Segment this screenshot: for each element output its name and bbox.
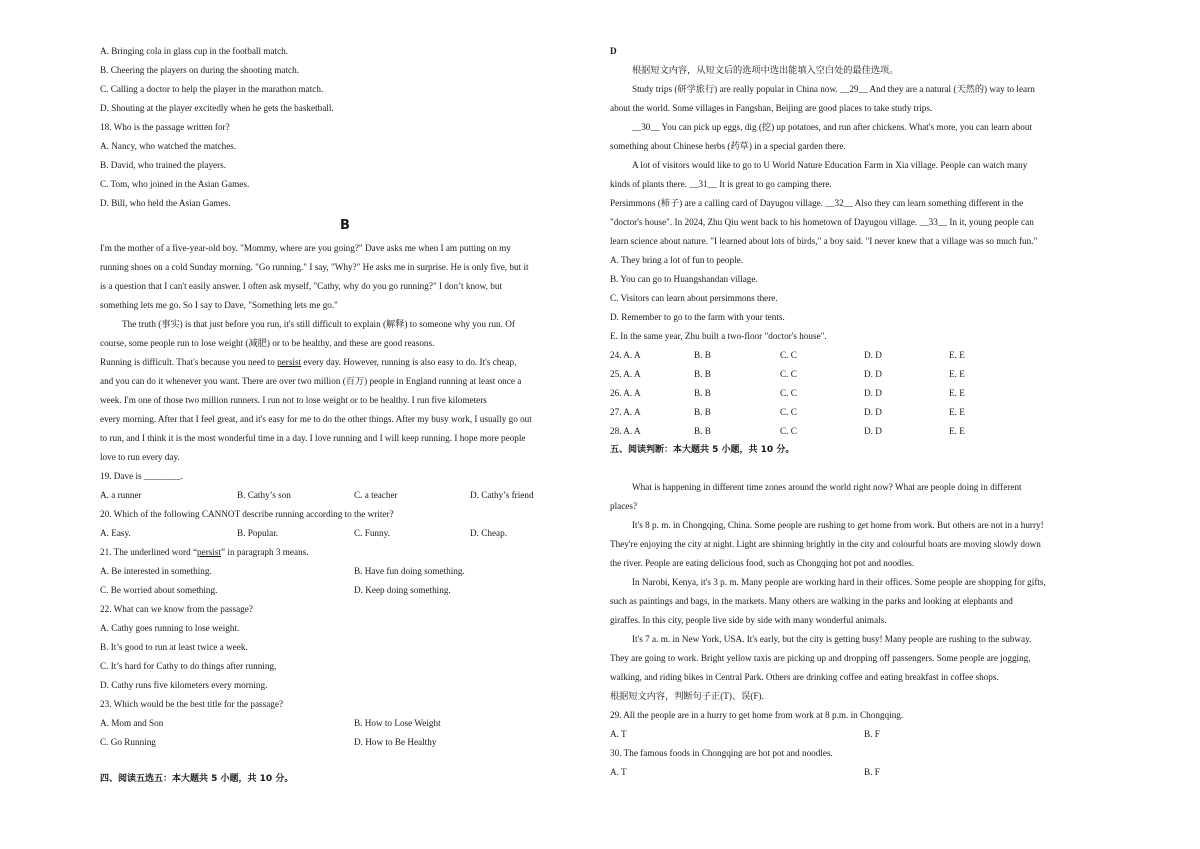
q30-options xyxy=(610,763,1102,782)
answer-c: C. C xyxy=(780,388,797,398)
passage-5-line: In Narobi, Kenya, it's 3 p. m. Many people are working hard in their offices. Some people are shopping for gifts, xyxy=(632,577,1046,587)
passage-5-line: It's 8 p. m. in Chongqing, China. Some people are rushing to get home from work. But others are not in a hurry! xyxy=(632,520,1044,530)
answer-e: E. E xyxy=(949,369,965,379)
q29-options xyxy=(610,725,1102,744)
option-d-c: C. Visitors can learn about persimmons there. xyxy=(610,293,778,303)
q20-option-c: C. Funny. xyxy=(354,528,390,538)
passage-d-line: something about Chinese herbs (药草) in a special garden there. xyxy=(610,141,846,151)
q17-option-c: C. Calling a doctor to help the player in the marathon match. xyxy=(100,84,324,94)
answer-row xyxy=(610,365,1102,384)
answer-d: D. D xyxy=(864,426,882,436)
passage-d-line: Study trips (研学旅行) are really popular in China now. __29__ And they are a natural (天然的) way to learn xyxy=(632,84,1035,94)
answer-e: E. E xyxy=(949,426,965,436)
q21-underlined-word: persist xyxy=(197,547,222,557)
q19-options xyxy=(100,486,590,505)
answer-c: C. C xyxy=(780,407,797,417)
passage-d-line: "doctor's house". In 2024, Zhu Qiu went back to his hometown of Dayugou village. __33__ In it, young people can xyxy=(610,217,1034,227)
q18-question: 18. Who is the passage written for? xyxy=(100,122,230,132)
passage-b-line: is a question that I can't easily answer. I often ask myself, "Cathy, why do you go running?" I don’t know, but xyxy=(100,281,503,291)
q21-option-d: D. Keep doing something. xyxy=(354,585,451,595)
q20-options xyxy=(100,524,590,543)
passage-b-line-underlined xyxy=(100,353,590,372)
q18-option-a: A. Nancy, who watched the matches. xyxy=(100,141,237,151)
q23-options-row xyxy=(100,714,590,733)
answer-d: D. D xyxy=(864,407,882,417)
passage-b-text: Running is difficult. That's because you need to xyxy=(100,357,278,367)
answer-d: D. D xyxy=(864,388,882,398)
q18-option-d: D. Bill, who held the Asian Games. xyxy=(100,198,231,208)
passage-b-line: every morning. After that I feel great, and it's easy for me to do the other things. After my busy work, I usually go out xyxy=(100,414,532,424)
answer-d: D. D xyxy=(864,369,882,379)
passage-5-line: walking, and riding bikes in Central Park. Others are drinking coffee and eating breakfast in coffee shops. xyxy=(610,672,999,682)
q29-question: 29. All the people are in a hurry to get home from work at 8 p.m. in Chongqing. xyxy=(610,710,904,720)
q20-option-d: D. Cheap. xyxy=(470,528,507,538)
answer-num: 24. A. A xyxy=(610,350,641,360)
passage-d-line: Persimmons (柿子) are a calling card of Dayugou village. __32__ Also they can learn something different in the xyxy=(610,198,1024,208)
spacer xyxy=(610,460,1102,478)
q21-option-b: B. Have fun doing something. xyxy=(354,566,465,576)
q29-option-b: B. F xyxy=(864,729,880,739)
q30-option-b: B. F xyxy=(864,767,880,777)
answer-e: E. E xyxy=(949,407,965,417)
passage-b-line: and you can do it whenever you want. There are over two million (百万) people in England running at least once a xyxy=(100,376,522,386)
section-b-title: B xyxy=(340,218,350,233)
answer-row xyxy=(610,422,1102,441)
q17-option-b: B. Cheering the players on during the shooting match. xyxy=(100,65,300,75)
q19-option-b: B. Cathy’s son xyxy=(237,490,291,500)
passage-b-line: something lets me go. So I say to Dave, "Something lets me go." xyxy=(100,300,338,310)
answer-e: E. E xyxy=(949,350,965,360)
passage-b-line: to run, and I think it is the most wonderful time in a day. I love running and I will keep running. I hope more people xyxy=(100,433,526,443)
q18-option-c: C. Tom, who joined in the Asian Games. xyxy=(100,179,250,189)
q21-options-row xyxy=(100,562,590,581)
spacer xyxy=(100,752,590,770)
q23-option-c: C. Go Running xyxy=(100,737,156,747)
passage-b-line: love to run every day. xyxy=(100,452,180,462)
passage-5-line: the river. People are eating delicious food, such as Chongqing hot pot and noodles. xyxy=(610,558,915,568)
passage-5-line: such as paintings and bags, in the markets. Many others are walking in the parks and looking at elephants and xyxy=(610,596,1013,606)
q17-option-a: A. Bringing cola in glass cup in the football match. xyxy=(100,46,289,56)
answer-c: C. C xyxy=(780,350,797,360)
q22-option-c: C. It’s hard for Cathy to do things after running, xyxy=(100,661,277,671)
left-column xyxy=(100,42,590,789)
q20-option-a: A. Easy. xyxy=(100,528,131,538)
answer-b: B. B xyxy=(694,388,711,398)
q20-option-b: B. Popular. xyxy=(237,528,279,538)
answer-row xyxy=(610,403,1102,422)
answer-row xyxy=(610,346,1102,365)
q21-option-c: C. Be worried about something. xyxy=(100,585,218,595)
q18-option-b: B. David, who trained the players. xyxy=(100,160,227,170)
answer-b: B. B xyxy=(694,407,711,417)
answer-e: E. E xyxy=(949,388,965,398)
q23-options-row xyxy=(100,733,590,752)
answer-num: 26. A. A xyxy=(610,388,641,398)
q22-option-b: B. It’s good to run at least twice a week. xyxy=(100,642,248,652)
q23-option-b: B. How to Lose Weight xyxy=(354,718,441,728)
q23-option-a: A. Mom and Son xyxy=(100,718,164,728)
option-d-a: A. They bring a lot of fun to people. xyxy=(610,255,744,265)
passage-5-line: They are going to work. Bright yellow taxis are picking up and dropping off passengers. Some people are jogging, xyxy=(610,653,1031,663)
answer-row xyxy=(610,384,1102,403)
q23-option-d: D. How to Be Healthy xyxy=(354,737,437,747)
section-d-title: D xyxy=(610,46,617,56)
answer-num: 27. A. A xyxy=(610,407,641,417)
q17-option-d: D. Shouting at the player excitedly when he gets the basketball. xyxy=(100,103,334,113)
passage-d-line: kinds of plants there. __31__ It is great to go camping there. xyxy=(610,179,832,189)
q19-question: 19. Dave is ________. xyxy=(100,471,183,481)
section-4-heading: 四、阅读五选五：本大题共 5 小题，共 10 分。 xyxy=(100,774,294,784)
passage-d-line: __30__ You can pick up eggs, dig (挖) up potatoes, and run after chickens. What's more, you can learn about xyxy=(632,122,1033,132)
right-column xyxy=(610,42,1102,782)
passage-d-line: A lot of visitors would like to go to U World Nature Education Farm in Xia village. People can watch many xyxy=(632,160,1028,170)
q29-option-a: A. T xyxy=(610,729,627,739)
answer-num: 25. A. A xyxy=(610,369,641,379)
q21-text: 21. The underlined word “ xyxy=(100,547,198,557)
passage-d-line: about the world. Some villages in Fangshan, Beijing are good places to take study trips. xyxy=(610,103,933,113)
passage-b-text: every day. However, running is also easy to do. It's cheap, xyxy=(301,357,517,367)
passage-d-line: learn science about nature. "I learned about lots of birds," a boy said. "I never knew that a village was so much fun." xyxy=(610,236,1038,246)
option-d-e: E. In the same year, Zhu built a two-floor "doctor's house". xyxy=(610,331,827,341)
option-d-d: D. Remember to go to the farm with your tents. xyxy=(610,312,785,322)
q21-options-row xyxy=(100,581,590,600)
answer-c: C. C xyxy=(780,369,797,379)
answer-num: 28. A. A xyxy=(610,426,641,436)
passage-5-line: What is happening in different time zones around the world right now? What are people doing in different xyxy=(632,482,1022,492)
q22-question: 22. What can we know from the passage? xyxy=(100,604,253,614)
q19-option-a: A. a runner xyxy=(100,490,142,500)
answer-d: D. D xyxy=(864,350,882,360)
passage-5-line: They're enjoying the city at night. Light are shinning brightly in the city and colourful boats are moving slowly down xyxy=(610,539,1041,549)
passage-b-line: week. I'm one of those two million runners. I run not to lose weight or to be healthy. I run five kilometers xyxy=(100,395,487,405)
answer-b: B. B xyxy=(694,426,711,436)
passage-5-line: places? xyxy=(610,501,638,511)
q21-option-a: A. Be interested in something. xyxy=(100,566,212,576)
answer-b: B. B xyxy=(694,369,711,379)
passage-b-line: I'm the mother of a five-year-old boy. "Mommy, where are you going?" Dave asks me when I am putting on my xyxy=(100,243,511,253)
q30-option-a: A. T xyxy=(610,767,627,777)
q23-question: 23. Which would be the best title for the passage? xyxy=(100,699,284,709)
passage-b-line: running shoes on a cold Sunday morning. "Go running." I say, "Why?" He asks me in surprise. He is only five, but it xyxy=(100,262,529,272)
section-5-heading: 五、阅读判断：本大题共 5 小题，共 10 分。 xyxy=(610,445,795,455)
passage-b-line: course, some people run to lose weight (减肥) or to be healthy, and these are good reasons. xyxy=(100,338,435,348)
q30-question: 30. The famous foods in Chongqing are hot pot and noodles. xyxy=(610,748,833,758)
q21-text: ” in paragraph 3 means. xyxy=(221,547,309,557)
q22-option-a: A. Cathy goes running to lose weight. xyxy=(100,623,240,633)
passage-5-line: giraffes. In this city, people live side by side with many wonderful animals. xyxy=(610,615,887,625)
passage-5-line: It's 7 a. m. in New York, USA. It's early, but the city is getting busy! Many people are rushing to the subway. xyxy=(632,634,1032,644)
passage-b-line: The truth (事实) is that just before you run, it's still difficult to explain (解释) to someone why you run. Of xyxy=(122,319,515,329)
q19-option-c: C. a teacher xyxy=(354,490,398,500)
underlined-word: persist xyxy=(277,357,302,367)
q22-option-d: D. Cathy runs five kilometers every morning. xyxy=(100,680,268,690)
answer-c: C. C xyxy=(780,426,797,436)
instruction-5: 根据短文内容，判断句子正(T)、误(F). xyxy=(610,691,764,701)
q19-option-d: D. Cathy’s friend xyxy=(470,490,534,500)
option-d-b: B. You can go to Huangshandan village. xyxy=(610,274,758,284)
q21-question xyxy=(100,543,590,562)
q20-question: 20. Which of the following CANNOT describe running according to the writer? xyxy=(100,509,394,519)
answer-b: B. B xyxy=(694,350,711,360)
instruction-d: 根据短文内容，从短文后的选项中选出能填入空白处的最佳选项。 xyxy=(632,65,899,75)
